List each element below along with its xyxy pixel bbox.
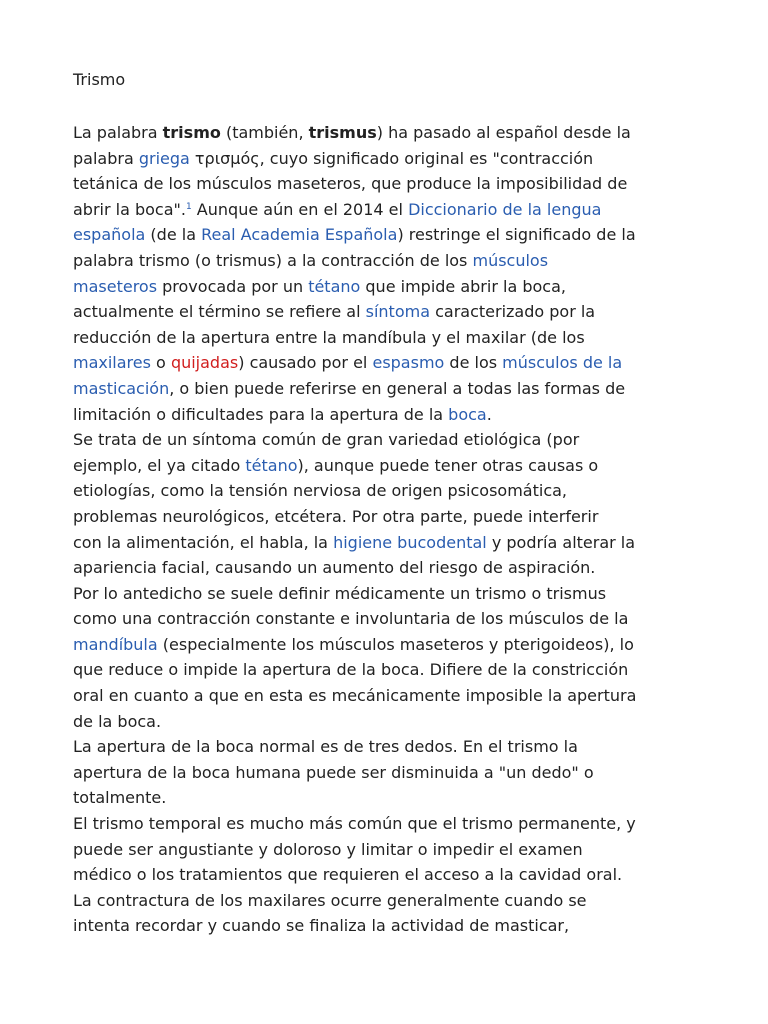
text-run: reducción de la apertura entre la mandíbula y el maxilar (de los — [73, 327, 585, 347]
text-line — [73, 274, 708, 300]
text-run: de los — [444, 353, 503, 373]
text-run: ) restringe el significado de la — [397, 225, 636, 245]
hyperlink[interactable]: Real Academia Española — [201, 225, 398, 245]
text-run: totalmente. — [73, 788, 167, 808]
text-run: apariencia facial, causando un aumento del riesgo de aspiración. — [73, 558, 596, 578]
text-line — [73, 197, 708, 223]
text-run: que reduce o impide la apertura de la boca. Difiere de la constricción — [73, 660, 629, 680]
hyperlink[interactable]: síntoma — [365, 302, 430, 322]
text-run: de la boca. — [73, 711, 162, 731]
text-run: La contractura de los maxilares ocurre generalmente cuando se — [73, 890, 587, 910]
text-run: problemas neurológicos, etcétera. Por otra parte, puede interferir — [73, 506, 599, 526]
text-line — [73, 453, 708, 479]
text-run: Aunque aún en el 2014 el — [191, 199, 409, 219]
text-line — [73, 657, 708, 683]
text-line — [73, 837, 708, 863]
text-run: que impide abrir la boca, — [360, 276, 566, 296]
text-line — [73, 402, 708, 428]
text-run: caracterizado por la — [430, 302, 596, 322]
bold-term: trismo — [162, 123, 221, 142]
hyperlink[interactable]: tétano — [245, 455, 298, 475]
text-line — [73, 632, 708, 658]
text-run: puede ser angustiante y doloroso y limitar o impedir el examen — [73, 839, 583, 859]
text-line — [73, 376, 708, 402]
text-run: palabra — [73, 148, 139, 168]
text-run: La apertura de la boca normal es de tres dedos. En el trismo la — [73, 737, 578, 757]
text-line — [73, 785, 708, 811]
text-line — [73, 811, 708, 837]
text-run: médico o los tratamientos que requieren el acceso a la cavidad oral. — [73, 865, 623, 885]
text-line — [73, 325, 708, 351]
text-run: ) ha pasado al español desde la — [376, 123, 631, 142]
hyperlink[interactable]: masticación — [73, 378, 170, 398]
hyperlink[interactable]: maseteros — [73, 276, 158, 296]
text-line — [73, 913, 708, 939]
text-line — [73, 888, 708, 914]
hyperlink[interactable]: músculos — [472, 250, 549, 270]
text-run: , o bien puede referirse en general a todas las formas de — [169, 378, 626, 398]
text-line — [73, 555, 708, 581]
hyperlink[interactable]: maxilares — [73, 353, 151, 373]
text-run: La palabra — [73, 123, 163, 142]
text-line — [73, 171, 708, 197]
text-line — [73, 299, 708, 325]
text-line — [73, 709, 708, 735]
text-line — [73, 683, 708, 709]
text-run: (de la — [145, 225, 202, 245]
text-run: actualmente el término se refiere al — [73, 302, 366, 322]
text-line — [73, 862, 708, 888]
text-line — [73, 760, 708, 786]
text-run: tetánica de los músculos maseteros, que produce la imposibilidad de — [73, 174, 628, 194]
hyperlink[interactable]: tétano — [308, 276, 361, 296]
text-run: palabra trismo (o trismus) a la contracción de los — [73, 250, 473, 270]
hyperlink[interactable]: griega — [138, 148, 190, 168]
text-run: oral en cuanto a que en esta es mecánicamente imposible la apertura — [73, 686, 637, 706]
text-run: τρισμός, cuyo significado original es "contracción — [189, 148, 594, 168]
text-line — [73, 248, 708, 274]
text-line — [73, 581, 708, 607]
text-line — [73, 222, 708, 248]
hyperlink[interactable]: Diccionario de la lengua — [408, 199, 602, 219]
text-run: Se trata de un síntoma común de gran variedad etiológica (por — [73, 430, 580, 450]
text-run: abrir la boca". — [73, 199, 186, 219]
hyperlink[interactable]: boca — [448, 404, 487, 424]
text-line — [73, 530, 708, 556]
text-line — [73, 350, 708, 376]
hyperlink[interactable]: espasmo — [372, 353, 445, 373]
text-run: provocada por un — [157, 276, 309, 296]
text-run: o — [150, 353, 171, 373]
text-run: con la alimentación, el habla, la — [73, 532, 334, 552]
text-run: como una contracción constante e involuntaria de los músculos de la — [73, 609, 629, 629]
text-line — [73, 606, 708, 632]
hyperlink[interactable]: española — [73, 225, 146, 245]
text-run: intenta recordar y cuando se finaliza la actividad de masticar, — [73, 916, 570, 936]
text-line — [73, 427, 708, 453]
page-title: Trismo — [73, 70, 126, 89]
text-run: El trismo temporal es mucho más común que el trismo permanente, y — [73, 814, 636, 834]
footnote-reference[interactable]: 1 — [185, 201, 192, 212]
text-run: limitación o dificultades para la apertura de la — [73, 404, 449, 424]
text-run: y podría alterar la — [486, 532, 636, 552]
hyperlink[interactable]: músculos de la — [502, 353, 623, 373]
text-run: . — [486, 404, 492, 424]
text-run: (especialmente los músculos maseteros y pterigoideos), lo — [157, 634, 634, 654]
bold-term: trismus — [308, 123, 377, 142]
text-line — [73, 734, 708, 760]
text-run: ) causado por el — [238, 353, 373, 373]
text-run: apertura de la boca humana puede ser disminuida a "un dedo" o — [73, 762, 594, 782]
article-body — [73, 120, 708, 939]
text-line — [73, 120, 708, 146]
hyperlink[interactable]: higiene bucodental — [333, 532, 487, 552]
text-run: (también, — [220, 123, 309, 142]
text-run: ejemplo, el ya citado — [73, 455, 246, 475]
text-line — [73, 478, 708, 504]
text-line — [73, 146, 708, 172]
text-line — [73, 504, 708, 530]
text-run: Por lo antedicho se suele definir médicamente un trismo o trismus — [73, 583, 607, 603]
text-run: etiologías, como la tensión nerviosa de origen psicosomática, — [73, 481, 567, 501]
text-run: ), aunque puede tener otras causas o — [297, 455, 599, 475]
hyperlink[interactable]: mandíbula — [73, 634, 158, 654]
hyperlink-missing[interactable]: quijadas — [170, 353, 239, 373]
